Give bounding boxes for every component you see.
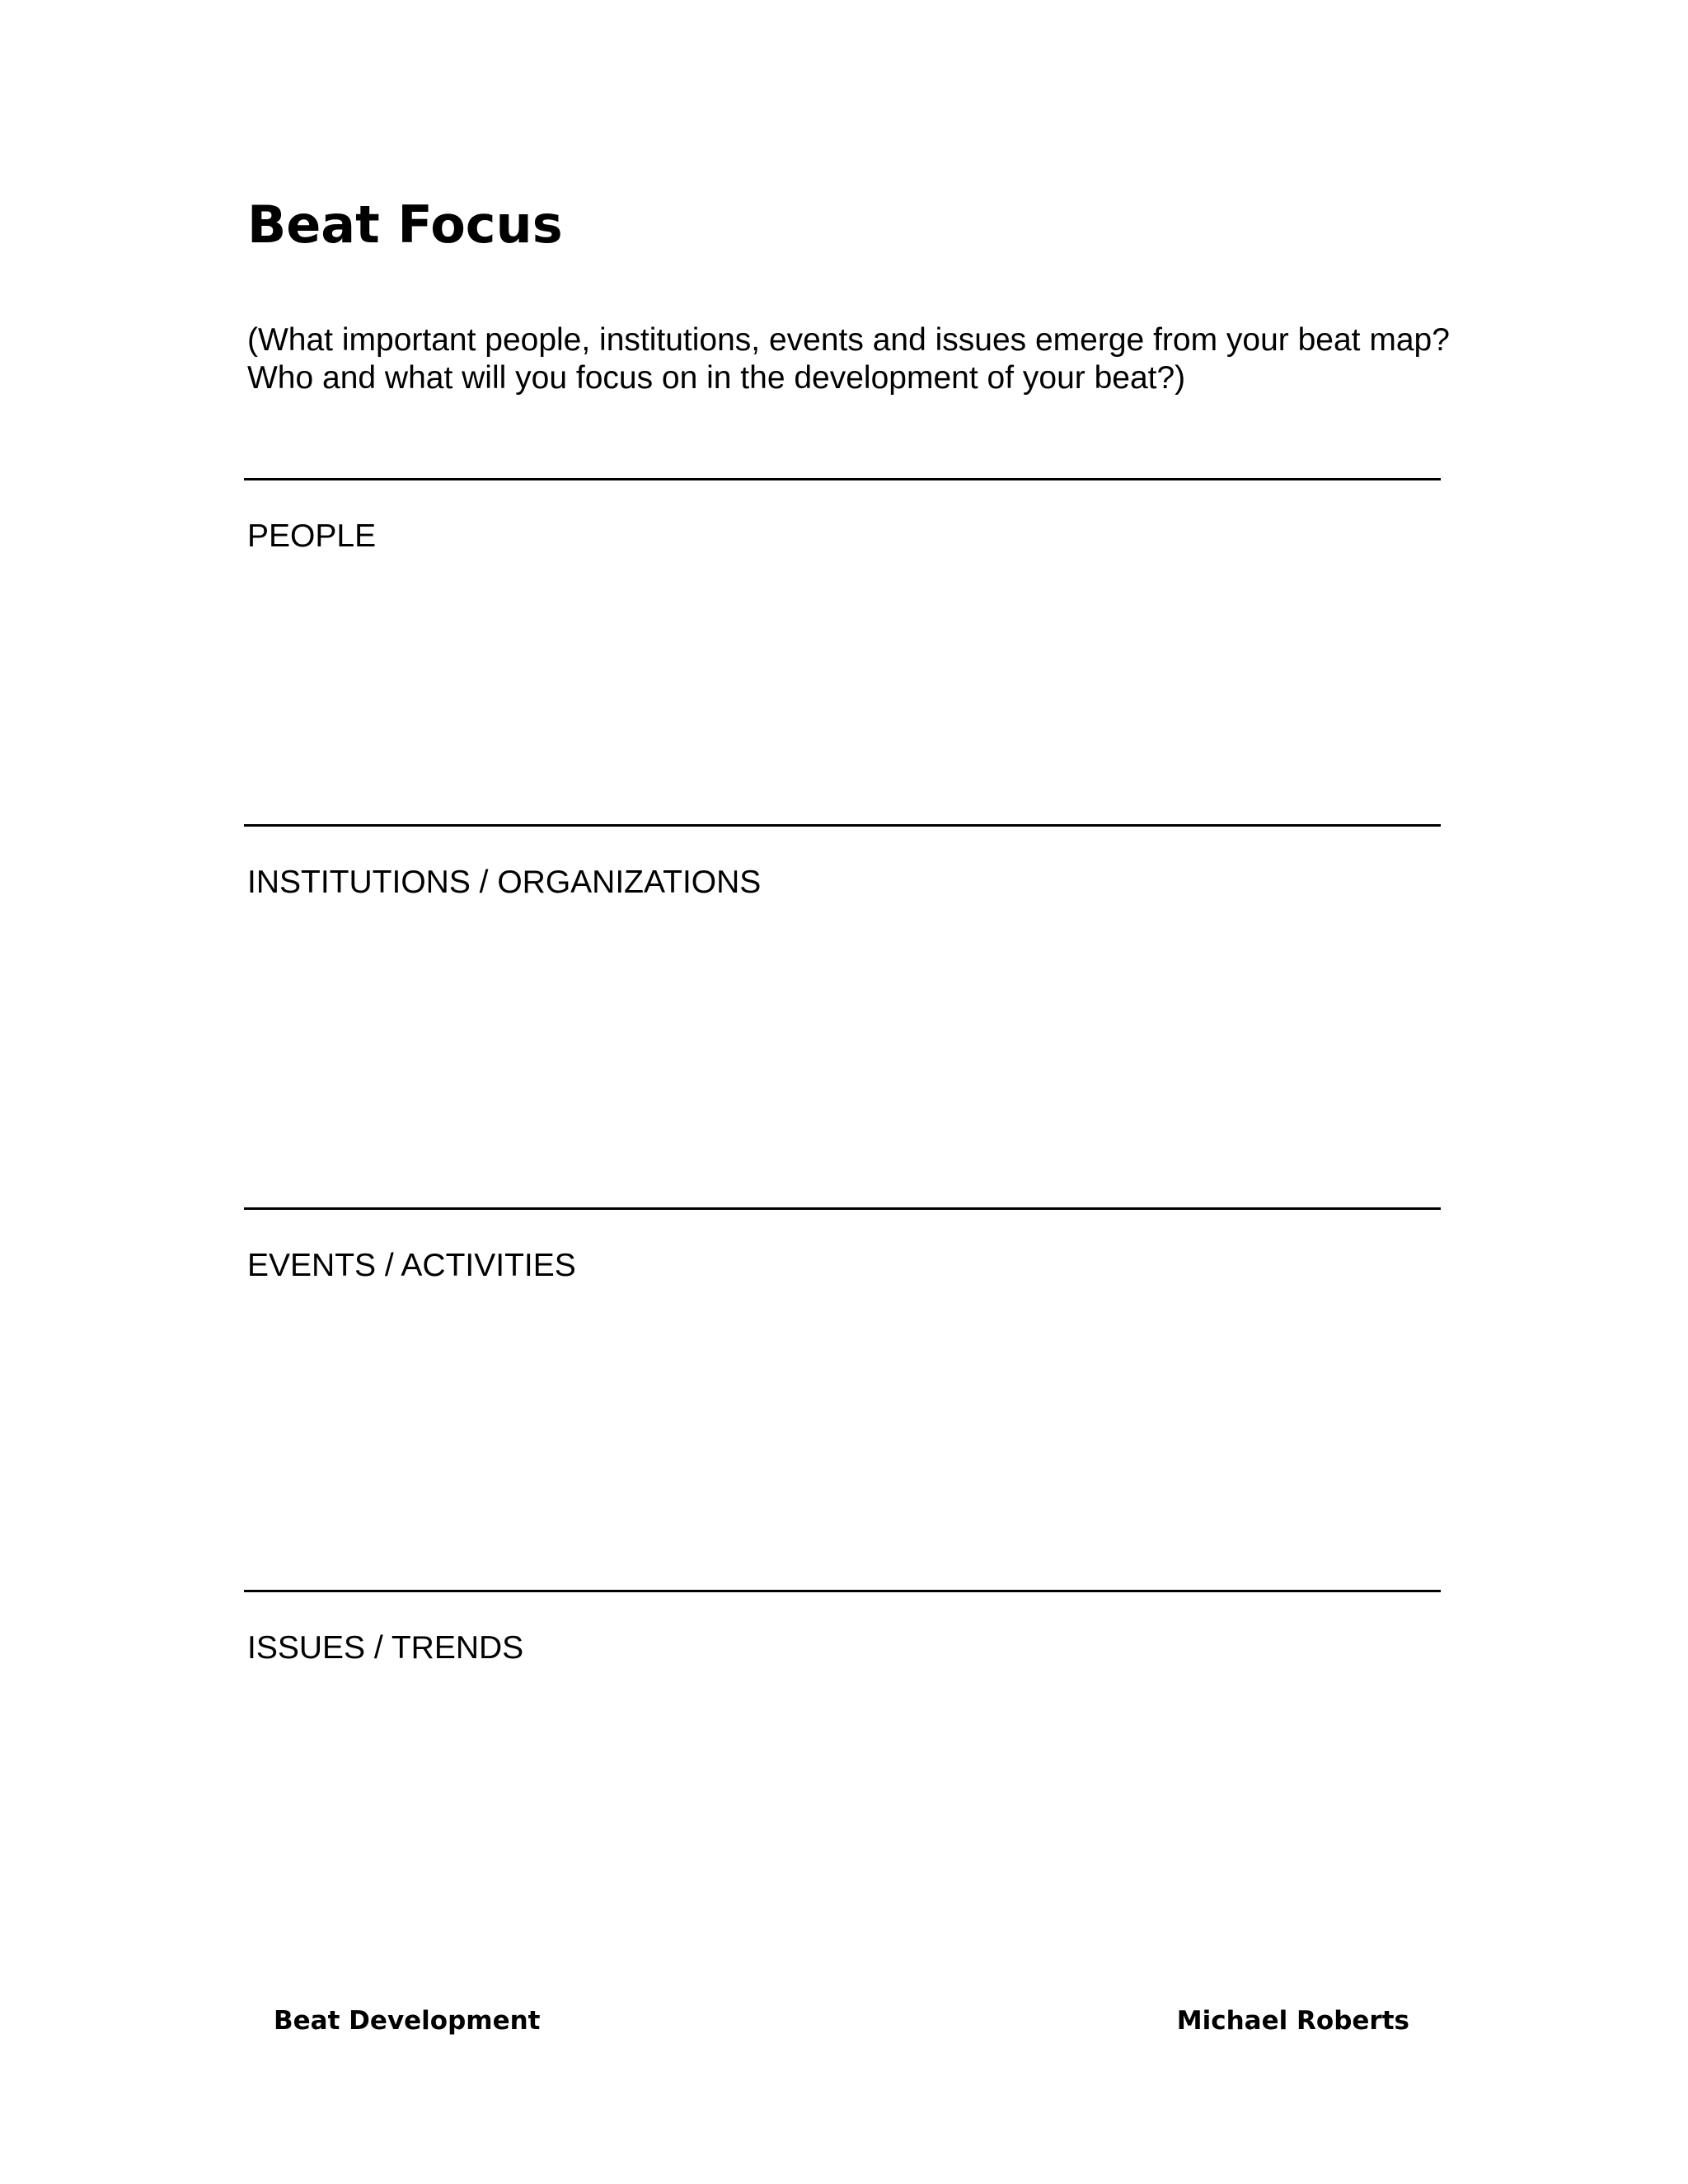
- section-divider: [244, 1590, 1441, 1592]
- section-label-institutions: INSTITUTIONS / ORGANIZATIONS: [247, 865, 762, 900]
- section-label-issues: ISSUES / TRENDS: [247, 1630, 524, 1666]
- section-divider: [244, 478, 1441, 480]
- section-label-events: EVENTS / ACTIVITIES: [247, 1248, 576, 1283]
- instructions-text: (What important people, institutions, events and issues emerge from your beat map? Who and what will you focus on in the development of your beat?): [247, 322, 1450, 396]
- section-divider: [244, 1207, 1441, 1210]
- footer-author: Michael Roberts: [1176, 2006, 1409, 2036]
- section-divider: [244, 824, 1441, 827]
- footer-document-title: Beat Development: [274, 2006, 541, 2036]
- page-title: Beat Focus: [247, 194, 563, 255]
- section-label-people: PEOPLE: [247, 518, 377, 554]
